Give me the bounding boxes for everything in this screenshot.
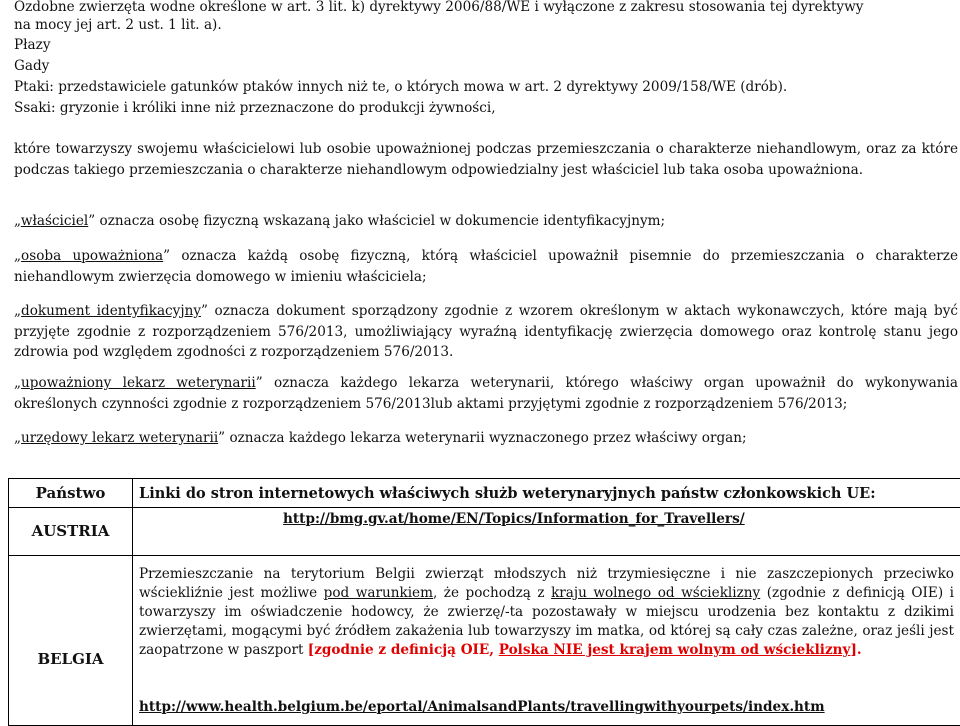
table-row-austria [9, 508, 960, 556]
austria-cell [133, 508, 960, 556]
term-owner: właściciel [21, 213, 88, 229]
definition-owner: „właściciel” oznacza osobę fizyczną wskazaną jako właściciel w dokumencie identyfikacyjnym; [14, 211, 958, 232]
vet-services-table [8, 478, 960, 726]
belgia-link[interactable]: http://www.health.belgium.be/eportal/AnimalsandPlants/travellingwithyourpets/index.htm [139, 699, 825, 715]
text-line: Ozdobne zwierzęta wodne określone w art. 3 lit. k) dyrektywy 2006/88/WE i wyłączone z zakresu stosowania tej dyrektywy [14, 0, 958, 18]
belgia-paragraph: Przemieszczanie na terytorium Belgii zwierząt młodszych niż trzymiesięczne i nie zaszczepionych przeciwko wściekliźnie jest możliwe pod warunkiem, że pochodzą z kraju wolnego od wścieklizny (zgodnie z definicją OIE) i towarzyszy im oświadczenie hodowcy, że zwierzę/-ta pozostawały w miejscu urodzenia bez kontaktu z dzikimi zwierzętami, mogącymi być źródłem zakażenia lub towarzyszy im matka, od której są cały czas zależne, oraz jeśli jest zaopatrzone w paszport [zgodnie z definicją OIE, Polska NIE jest krajem wolnym od wścieklizny]. [139, 565, 954, 660]
belgia-cell [133, 556, 960, 726]
header-links: Linki do stron internetowych właściwych służb weterynaryjnych państw członkowskich UE: [133, 479, 960, 508]
term-id-document: dokument identyfikacyjny [21, 303, 201, 319]
definition-authorised-person: „osoba upoważniona” oznacza każdą osobę fizyczną, którą właściciel upoważnił pisemnie do przemieszczania o charakterze niehandlowym zwierzęcia domowego w imieniu właściciela; [14, 246, 958, 287]
term-authorised-person: osoba upoważniona [21, 248, 163, 264]
definition-official-vet: „urzędowy lekarz weterynarii” oznacza każdego lekarza weterynarii wyznaczonego przez właściwy organ; [14, 428, 958, 449]
country-austria: AUSTRIA [9, 508, 133, 556]
definition-authorised-vet: „upoważniony lekarz weterynarii” oznacza każdego lekarza weterynarii, którego właściwy organ upoważnił do wykonywania określonych czynności zgodnie z rozporządzeniem 576/2013lub aktami przyjętymi zgodnie z rozporządzeniem 576/2013; [14, 373, 958, 414]
table-row-belgia [9, 556, 960, 726]
paragraph-noncommercial: które towarzyszy swojemu właścicielowi lub osobie upoważnionej podczas przemieszczania o charakterze niehandlowym, oraz za które podczas takiego przemieszczania o charakterze niehandlowym odpowiedzialny jest właściciel lub taka osoba upoważniona. [14, 139, 958, 180]
table-header-row [9, 479, 960, 508]
rabies-free-link[interactable]: Polska NIE jest krajem wolnym od wścieklizny [499, 642, 851, 658]
text-line: Płazy [14, 35, 958, 56]
austria-link[interactable]: http://bmg.gv.at/home/EN/Topics/Information_for_Travellers/ [283, 511, 745, 527]
text-line: Ssaki: gryzonie i króliki inne niż przeznaczone do produkcji żywności, [14, 98, 958, 119]
definition-id-document: „dokument identyfikacyjny” oznacza dokument sporządzony zgodnie z wzorem określonym w aktach wykonawczych, które mają być przyjęte zgodnie z rozporządzeniem 576/2013, umożliwiający wyraźną identyfikację zwierzęcia domowego oraz kontrolę stanu jego zdrowia pod względem zgodności z rozporządzeniem 576/2013. [14, 301, 958, 363]
term-authorised-vet: upoważniony lekarz weterynarii [21, 375, 256, 391]
term-official-vet: urzędowy lekarz weterynarii [21, 430, 218, 446]
text-line: na mocy jej art. 2 ust. 1 lit. a). [14, 15, 958, 36]
header-country: Państwo [9, 479, 133, 508]
text-line: Gady [14, 56, 958, 77]
country-belgia: BELGIA [9, 556, 133, 726]
text-line: Ptaki: przedstawiciele gatunków ptaków innych niż te, o których mowa w art. 2 dyrektywy 2009/158/WE (drób). [14, 77, 958, 98]
